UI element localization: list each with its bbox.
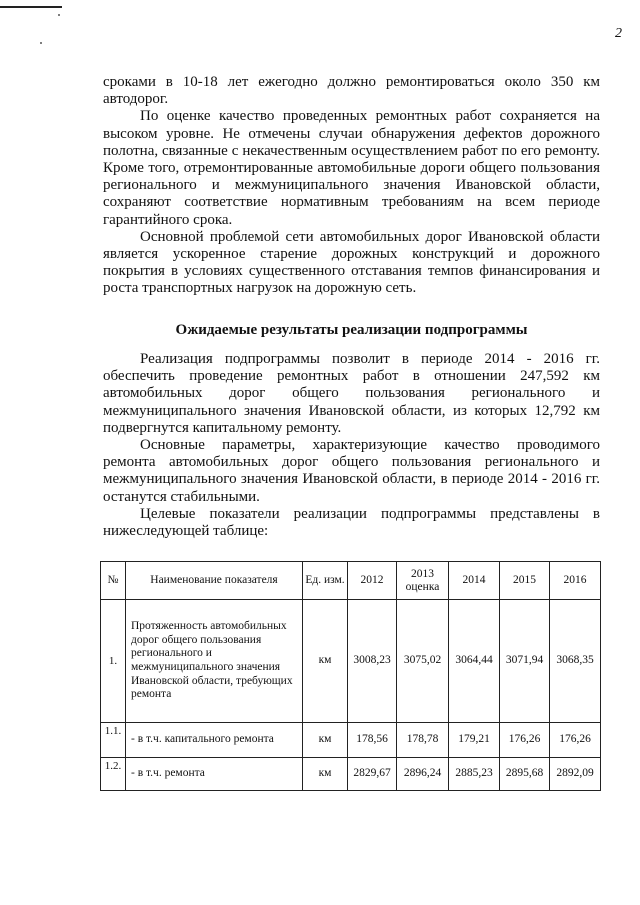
header-2014: 2014 [449,562,500,600]
paragraph: Целевые показатели реализации подпрограммы представлены в нижеследующей таблице: [103,505,600,540]
row-value-2014: 179,21 [449,723,500,758]
row-unit: км [303,723,348,758]
row-value-2012: 3008,23 [348,600,397,723]
row-value-2012: 178,56 [348,723,397,758]
row-value-2015: 176,26 [500,723,550,758]
row-value-2015: 2895,68 [500,758,550,791]
row-value-2014: 3064,44 [449,600,500,723]
paragraph: сроками в 10-18 лет ежегодно должно ремонтироваться около 350 км автодорог. [103,74,600,108]
header-name: Наименование показателя [126,562,303,600]
row-value-2013: 178,78 [397,723,449,758]
section-heading: Ожидаемые результаты реализации подпрограммы [175,322,528,338]
row-name: Протяженность автомобильных дорог общего пользования регионального и межмуниципального значения Ивановской области, требующих ремонта [126,600,303,723]
scan-edge-line [0,6,62,8]
header-num: № [101,562,126,600]
row-value-2014: 2885,23 [449,758,500,791]
scan-speck [58,14,60,16]
paragraph: Основные параметры, характеризующие качество проводимого ремонта автомобильных дорог общего пользования регионального и межмуниципального значения Ивановской области, в периоде 2014 - 2016 гг. останутся стабильными. [103,437,600,505]
paragraph: Реализация подпрограммы позволит в периоде 2014 - 2016 гг. обеспечить проведение ремонтных работ в отношении 247,592 км автомобильных дорог общего пользования регионального и межмуниципального значения Ивановской области, из которых 12,792 км подвергнутся капитальному ремонту. [103,351,600,436]
header-2015: 2015 [500,562,550,600]
row-num: 1. [101,600,126,723]
header-unit: Ед. изм. [303,562,348,600]
paragraph: Основной проблемой сети автомобильных дорог Ивановской области является ускоренное старение дорожных конструкций и дорожного покрытия в условиях существенного отставания темпов финансирования и роста транспортных нагрузок на дорожную сеть. [103,228,600,297]
table-row [101,600,601,723]
row-value-2013: 3075,02 [397,600,449,723]
header-2012: 2012 [348,562,397,600]
row-value-2016: 3068,35 [550,600,601,723]
row-value-2016: 2892,09 [550,758,601,791]
header-2016: 2016 [550,562,601,600]
row-unit: км [303,758,348,791]
body-text-top [103,74,600,298]
table-row [101,758,601,791]
header-2013: 2013 оценка [397,562,449,600]
row-value-2012: 2829,67 [348,758,397,791]
body-text-bottom [103,351,600,540]
table-row [101,723,601,758]
row-value-2013: 2896,24 [397,758,449,791]
page-number: 2 [615,26,622,41]
row-name: - в т.ч. капитального ремонта [126,723,303,758]
table-header-row [101,562,601,600]
paragraph: По оценке качество проведенных ремонтных работ сохраняется на высоком уровне. Не отмечены случаи обнаружения дефектов дорожного полотна, связанные с некачественным осуществлением работ по его ремонту. Кроме того, отремонтированные автомобильные дороги общего пользования регионального и межмуниципального значения Ивановской области, сохраняют соответствие нормативным требованиям на всем периоде гарантийного срока. [103,108,600,228]
row-num: 1.2. [101,758,126,791]
scan-speck [40,42,42,44]
indicators-table [100,561,601,791]
row-num: 1.1. [101,723,126,758]
row-name: - в т.ч. ремонта [126,758,303,791]
row-value-2016: 176,26 [550,723,601,758]
row-unit: км [303,600,348,723]
row-value-2015: 3071,94 [500,600,550,723]
